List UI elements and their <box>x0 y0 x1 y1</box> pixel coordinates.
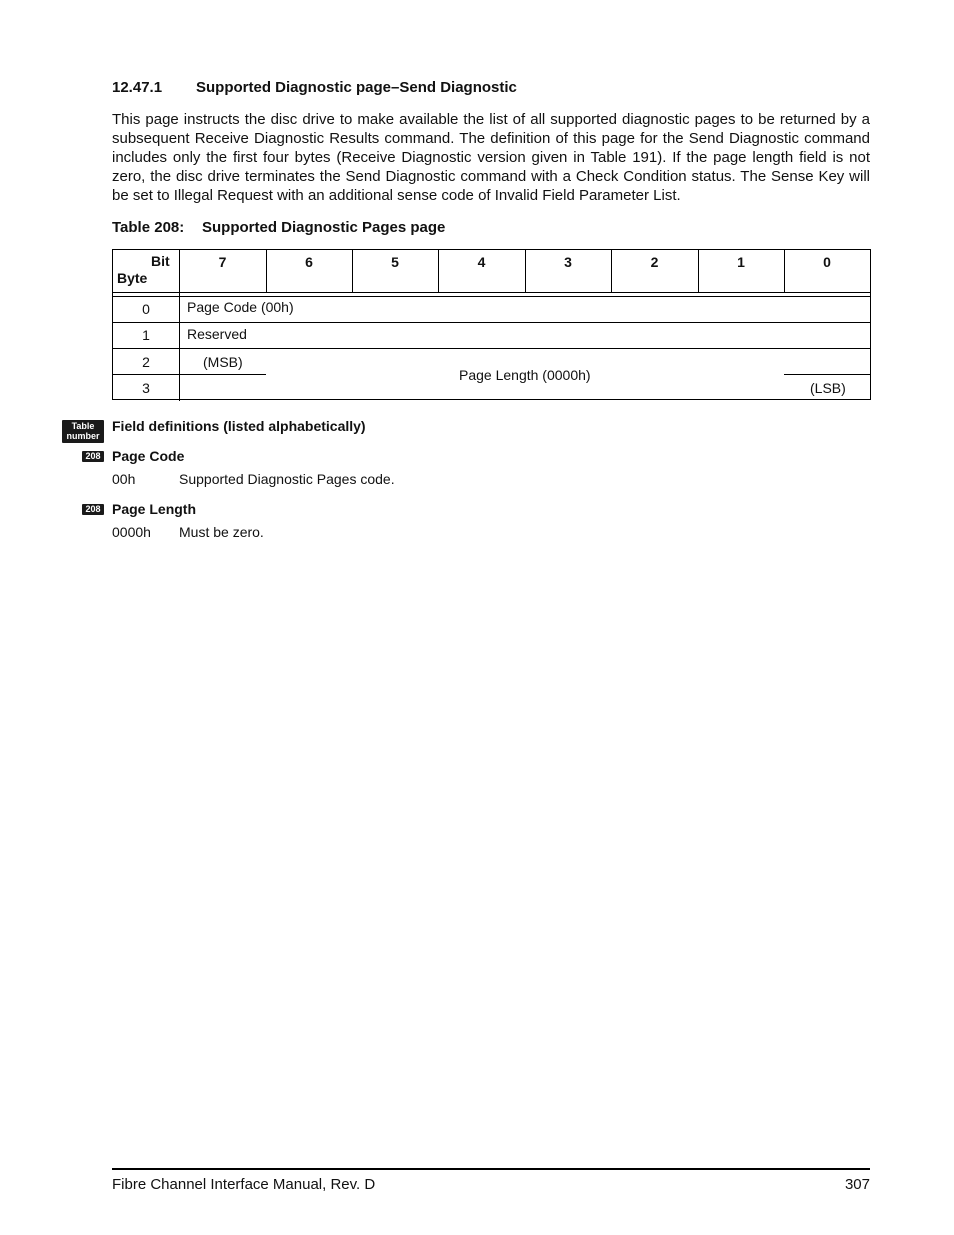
table-number-tag <box>62 420 104 443</box>
msb-underline <box>179 374 266 375</box>
bit-0: 0 <box>823 254 831 270</box>
header-rule <box>113 296 870 297</box>
byte-3: 3 <box>142 380 150 396</box>
section-heading <box>112 79 517 96</box>
bit-2: 2 <box>650 254 659 270</box>
supported-diagnostic-pages-table <box>112 249 871 400</box>
section-title: Supported Diagnostic page–Send Diagnostic <box>196 79 517 96</box>
tag-line-1: Table <box>71 421 95 431</box>
table-label: Table 208: <box>112 219 185 236</box>
table-caption: Supported Diagnostic Pages page <box>202 219 446 236</box>
table-title <box>112 219 445 236</box>
bit-header: Bit <box>151 253 170 269</box>
section-body: This page instructs the disc drive to make available the list of all supported diagnostic pages to be returned by a subsequent Receive Diagnostic Results command. The definition of this page for the Send Diagnostic command includes only the first four bytes (Receive Diagnostic version given in Table 191). If the page length field is not zero, the disc drive terminates the Send Diagnostic command with a Check Condition status. The Sense Key will be set to Illegal Request with an additional sense code of Invalid Field Parameter List. <box>112 111 870 204</box>
field-definitions-title: Field definitions (listed alphabetically) <box>112 418 366 434</box>
field-description: Must be zero. <box>179 524 264 540</box>
field-value: 0000h <box>112 524 151 540</box>
field-value: 00h <box>112 471 136 487</box>
tag-line-2: number <box>66 431 100 441</box>
footer-rule <box>112 1168 870 1170</box>
section-number: 12.47.1 <box>112 79 163 96</box>
page-number: 307 <box>844 1176 870 1193</box>
row-divider <box>113 322 870 323</box>
field-description: Supported Diagnostic Pages code. <box>179 471 395 487</box>
field-name-page-code: Page Code <box>112 448 185 464</box>
page-code-cell: Page Code (00h) <box>187 299 294 315</box>
byte-0: 0 <box>142 301 150 317</box>
header-rule <box>113 292 870 293</box>
bit-4: 4 <box>477 254 486 270</box>
row-divider <box>113 348 870 349</box>
row-divider <box>113 374 179 375</box>
lsb-overline <box>784 374 870 375</box>
bit-1: 1 <box>737 254 745 270</box>
bit-5: 5 <box>391 254 399 270</box>
footer-manual-title: Fibre Channel Interface Manual, Rev. D <box>112 1176 376 1193</box>
page-length-cell: Page Length (0000h) <box>459 367 591 383</box>
msb-label: (MSB) <box>203 354 243 370</box>
field-table-tag: 208 <box>82 504 104 515</box>
byte-2: 2 <box>142 354 150 370</box>
lsb-label: (LSB) <box>810 380 846 396</box>
byte-header: Byte <box>117 270 148 286</box>
bit-6: 6 <box>305 254 313 270</box>
field-table-tag: 208 <box>82 451 104 462</box>
byte-1: 1 <box>142 327 150 343</box>
bit-7: 7 <box>218 254 227 270</box>
byte-column-divider <box>179 250 180 401</box>
bit-3: 3 <box>564 254 572 270</box>
reserved-cell: Reserved <box>187 326 247 342</box>
field-name-page-length: Page Length <box>112 501 197 517</box>
